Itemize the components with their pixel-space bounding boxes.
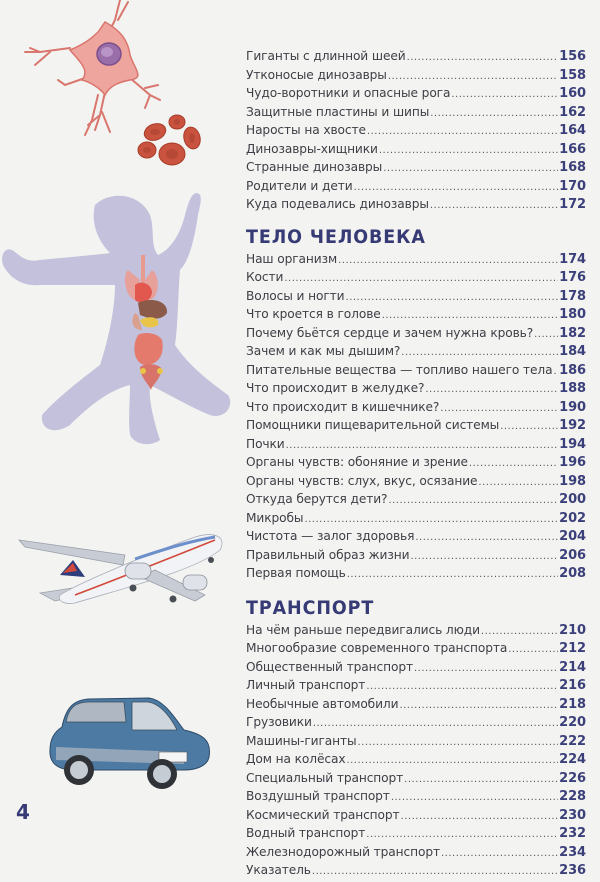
leader-dots xyxy=(347,566,558,585)
leader-dots xyxy=(338,252,558,271)
leader-dots xyxy=(414,660,558,679)
leader-dots xyxy=(553,363,558,382)
toc-entry[interactable]: Чистота — залог здоровья ..... 204 xyxy=(246,527,586,546)
toc-entry[interactable]: Динозавры-хищники ..... 166 xyxy=(246,140,586,159)
child-silhouette-illustration xyxy=(0,185,240,450)
leader-dots xyxy=(391,789,558,808)
leader-dots xyxy=(430,105,558,124)
toc-entry[interactable]: Правильный образ жизни ..... 206 xyxy=(246,546,586,565)
toc-entry[interactable]: Родители и дети ..... 170 xyxy=(246,177,586,196)
toc-entry[interactable]: Защитные пластины и шипы ..... 162 xyxy=(246,103,586,122)
toc-entry[interactable]: Питательные вещества — топливо нашего тела ..... 186 xyxy=(246,361,586,380)
toc-entry[interactable]: На чём раньше передвигались люди ..... 210 xyxy=(246,621,586,640)
leader-dots xyxy=(534,326,558,345)
toc-entry[interactable]: Личный транспорт ..... 216 xyxy=(246,676,586,695)
toc-entry[interactable]: Помощники пищеварительной системы ..... 192 xyxy=(246,416,586,435)
toc-entry[interactable]: Многообразие современного транспорта ..... 212 xyxy=(246,639,586,658)
toc-entry[interactable]: Органы чувств: слух, вкус, осязание ..... 198 xyxy=(246,472,586,491)
leader-dots xyxy=(367,123,558,142)
toc-entry[interactable]: Гиганты с длинной шеей ..... 156 xyxy=(246,47,586,66)
leader-dots xyxy=(451,86,558,105)
toc-entry[interactable]: Кости ..... 176 xyxy=(246,268,586,287)
toc-entry[interactable]: Железнодорожный транспорт ..... 234 xyxy=(246,843,586,862)
airplane-illustration xyxy=(15,515,225,605)
page-number: 4 xyxy=(16,800,30,824)
toc-entry[interactable]: Что происходит в желудке? ..... 188 xyxy=(246,379,586,398)
toc-entry[interactable]: Утконосые динозавры ..... 158 xyxy=(246,66,586,85)
leader-dots xyxy=(407,49,559,68)
leader-dots xyxy=(441,845,558,864)
leader-dots xyxy=(425,381,558,400)
leader-dots xyxy=(508,641,558,660)
toc-entry[interactable]: Почки ..... 194 xyxy=(246,435,586,454)
section-heading: ТРАНСПОРТ xyxy=(246,596,375,619)
toc-entry[interactable]: Наш организм ..... 174 xyxy=(246,250,586,269)
toc-entry[interactable]: Необычные автомобили ..... 218 xyxy=(246,695,586,714)
toc-entry[interactable]: Машины-гиганты ..... 222 xyxy=(246,732,586,751)
toc-entry[interactable]: Зачем и как мы дышим? ..... 184 xyxy=(246,342,586,361)
toc-entry[interactable]: Указатель ..... 236 xyxy=(246,861,586,880)
toc-entry[interactable]: Волосы и ногти ..... 178 xyxy=(246,287,586,306)
table-of-contents xyxy=(246,47,586,880)
leader-dots xyxy=(388,492,558,511)
toc-entry[interactable]: Общественный транспорт ..... 214 xyxy=(246,658,586,677)
toc-entry[interactable]: Что кроется в голове ..... 180 xyxy=(246,305,586,324)
leader-dots xyxy=(415,529,558,548)
leader-dots xyxy=(404,771,558,790)
toc-section-human-body xyxy=(246,224,586,583)
toc-entry[interactable]: Органы чувств: обоняние и зрение ..... 196 xyxy=(246,453,586,472)
leader-dots xyxy=(383,160,558,179)
section-heading: ТЕЛО ЧЕЛОВЕКА xyxy=(246,225,426,248)
leader-dots xyxy=(410,548,558,567)
toc-entry[interactable]: Чудо-воротники и опасные рога ..... 160 xyxy=(246,84,586,103)
toc-entry[interactable]: Грузовики ..... 220 xyxy=(246,713,586,732)
leader-dots xyxy=(469,455,558,474)
leader-dots xyxy=(478,474,558,493)
toc-entry[interactable]: Воздушный транспорт ..... 228 xyxy=(246,787,586,806)
toc-entry[interactable]: Куда подевались динозавры ..... 172 xyxy=(246,195,586,214)
leader-dots xyxy=(399,697,558,716)
toc-section-transport xyxy=(246,595,586,880)
leader-dots xyxy=(358,734,559,753)
leader-dots xyxy=(500,418,558,437)
car-illustration xyxy=(44,692,214,792)
toc-entry[interactable]: Наросты на хвосте ..... 164 xyxy=(246,121,586,140)
leader-dots xyxy=(312,863,558,882)
toc-entry[interactable]: Первая помощь ..... 208 xyxy=(246,564,586,583)
toc-entry[interactable]: Откуда берутся дети? ..... 200 xyxy=(246,490,586,509)
toc-entry[interactable]: Странные динозавры ..... 168 xyxy=(246,158,586,177)
toc-entry[interactable]: Почему бьётся сердце и зачем нужна кровь? ..... 182 xyxy=(246,324,586,343)
leader-dots xyxy=(430,197,558,216)
toc-entry[interactable]: Водный транспорт ..... 232 xyxy=(246,824,586,843)
toc-entry[interactable]: Микробы ..... 202 xyxy=(246,509,586,528)
toc-section-dinosaurs xyxy=(246,47,586,214)
toc-entry[interactable]: Что происходит в кишечнике? ..... 190 xyxy=(246,398,586,417)
toc-entry[interactable]: Дом на колёсах ..... 224 xyxy=(246,750,586,769)
toc-entry[interactable]: Космический транспорт ..... 230 xyxy=(246,806,586,825)
red-blood-cells-illustration xyxy=(135,112,205,172)
leader-dots xyxy=(379,142,558,161)
leader-dots xyxy=(401,808,559,827)
toc-entry[interactable]: Специальный транспорт ..... 226 xyxy=(246,769,586,788)
